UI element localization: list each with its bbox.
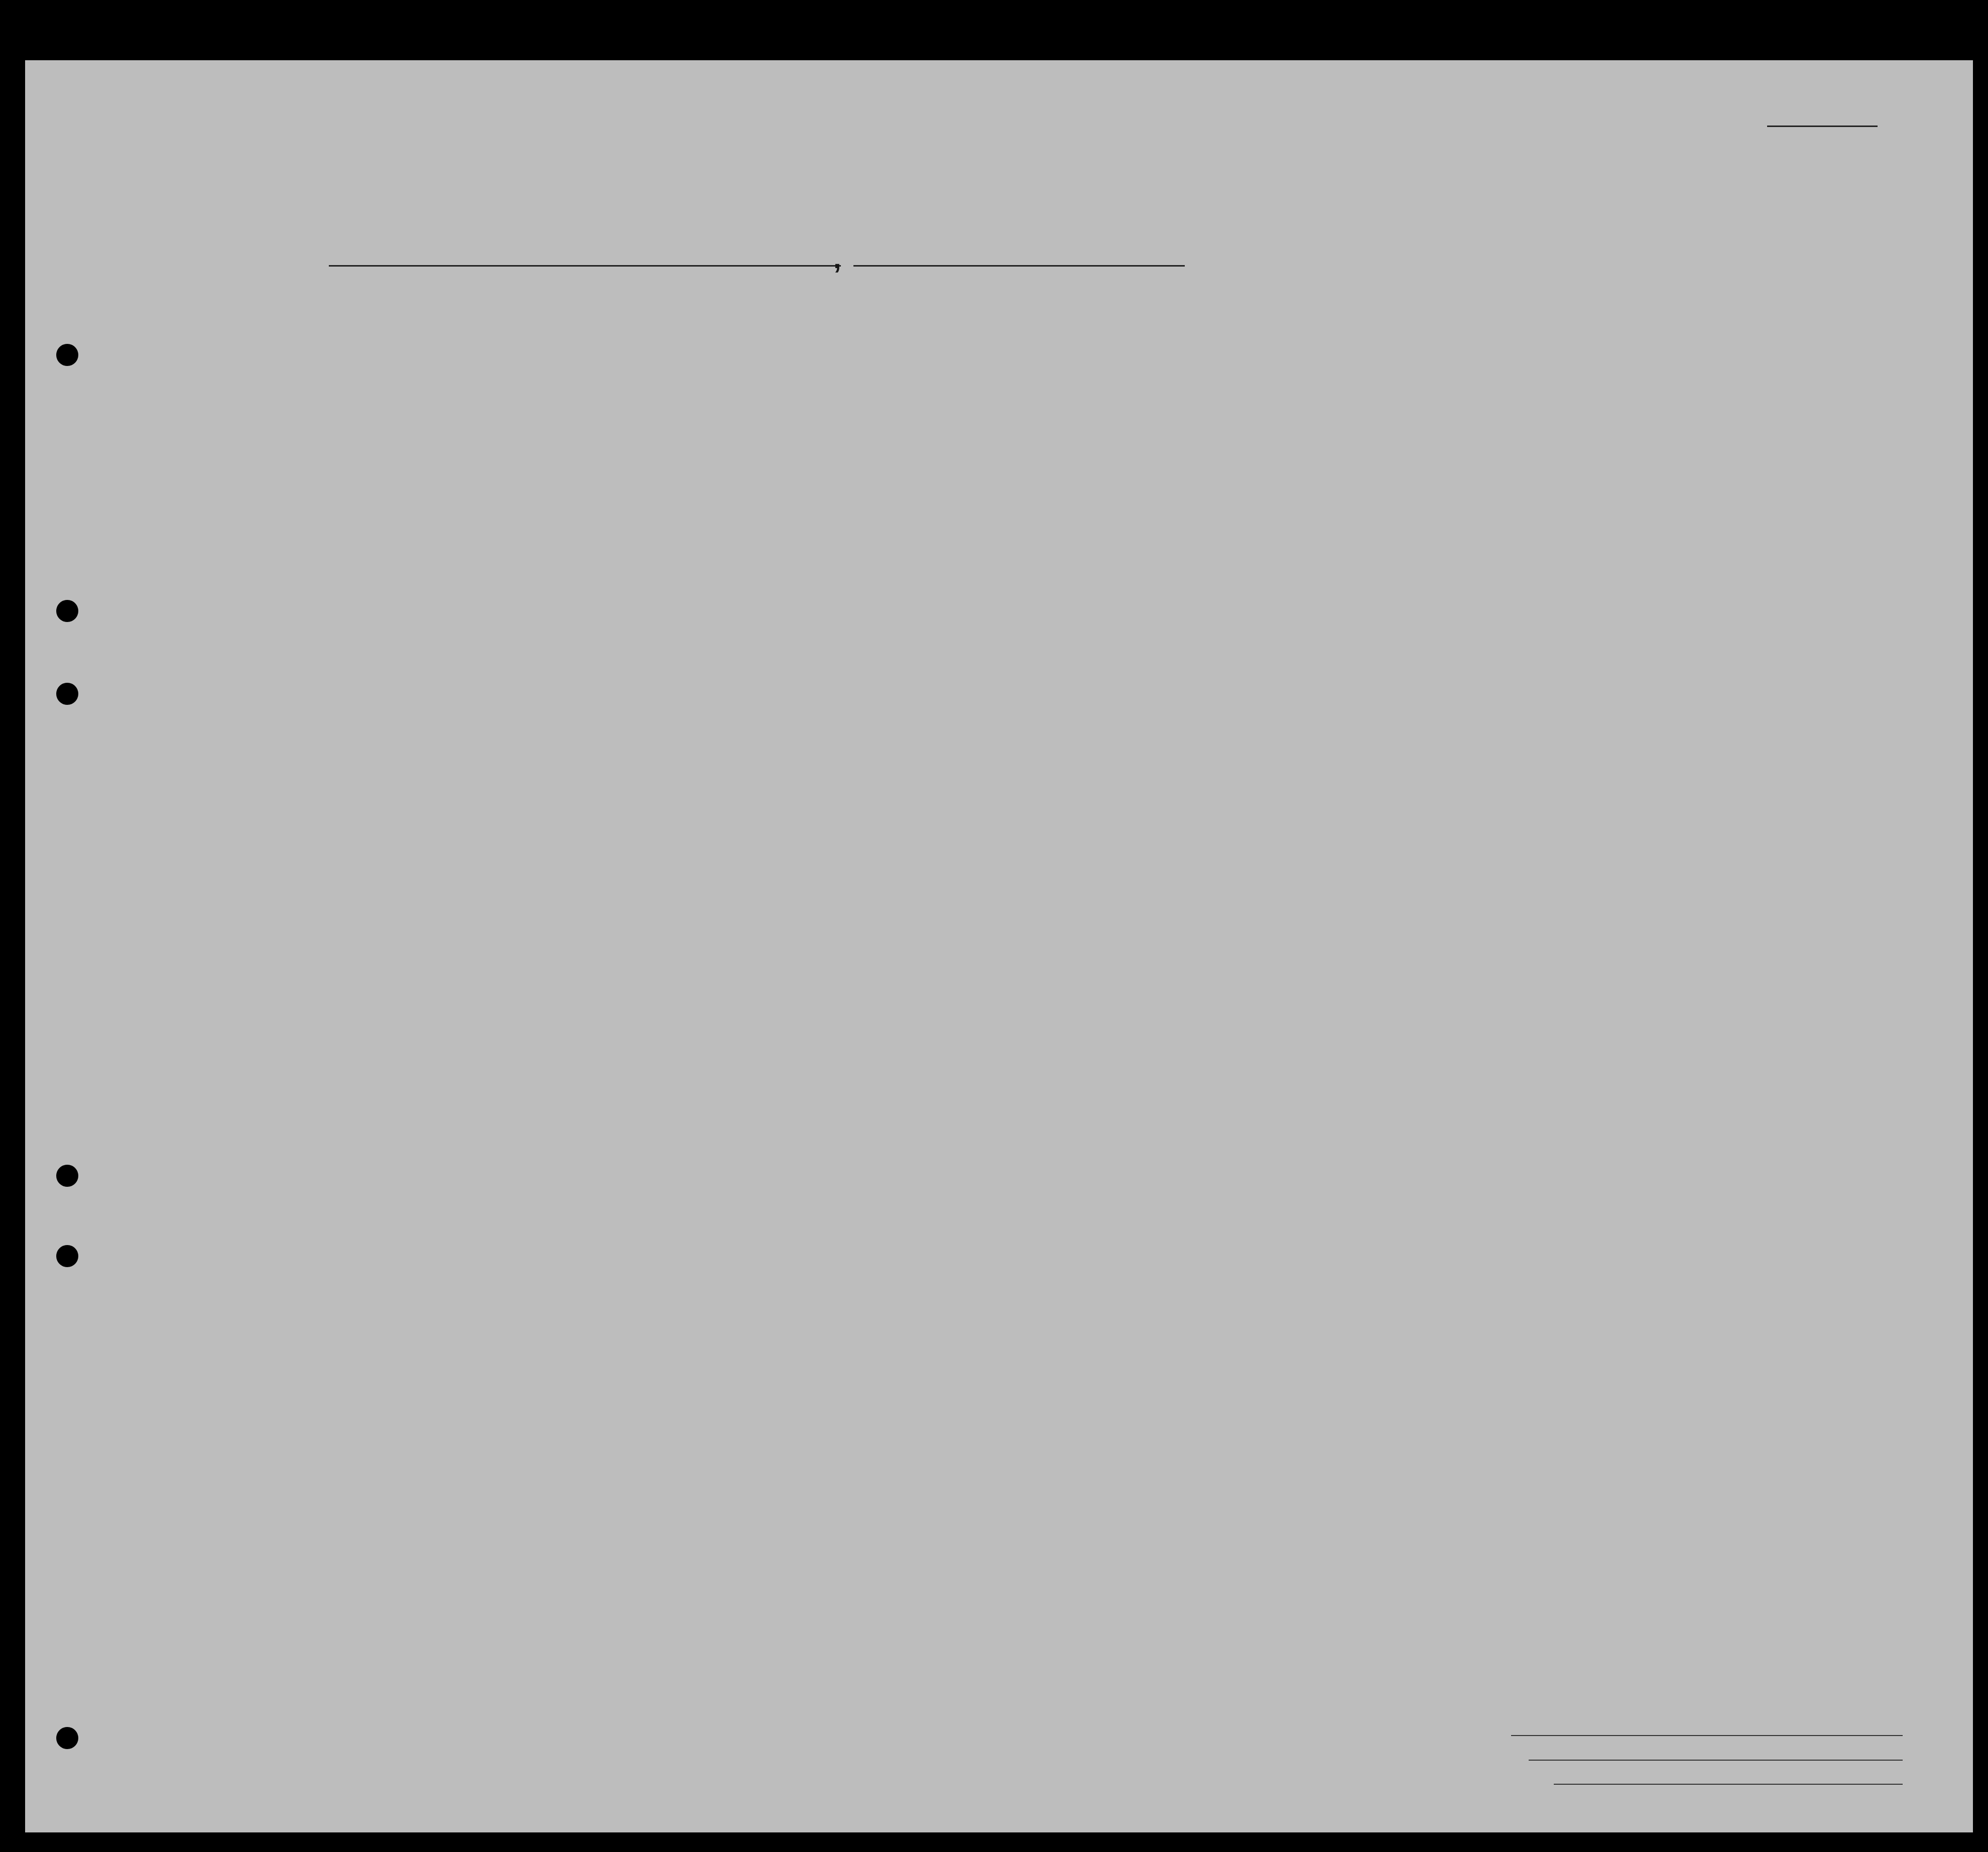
port-line: [329, 265, 841, 267]
binder-hole: [56, 1165, 78, 1187]
manifest-sheet: [25, 60, 1973, 1832]
binder-hole: [56, 683, 78, 705]
table-grid: [25, 60, 1973, 1832]
binder-hole: [56, 1727, 78, 1749]
binder-hole: [56, 600, 78, 622]
binder-hole: [56, 344, 78, 366]
list-line: [1767, 126, 1878, 127]
agents-field: [1554, 1784, 1903, 1785]
line-field: [1511, 1735, 1903, 1736]
date-line: [853, 265, 1185, 267]
binder-hole: [56, 1245, 78, 1267]
owners-field: [1529, 1760, 1903, 1761]
comma: ,: [833, 242, 841, 274]
